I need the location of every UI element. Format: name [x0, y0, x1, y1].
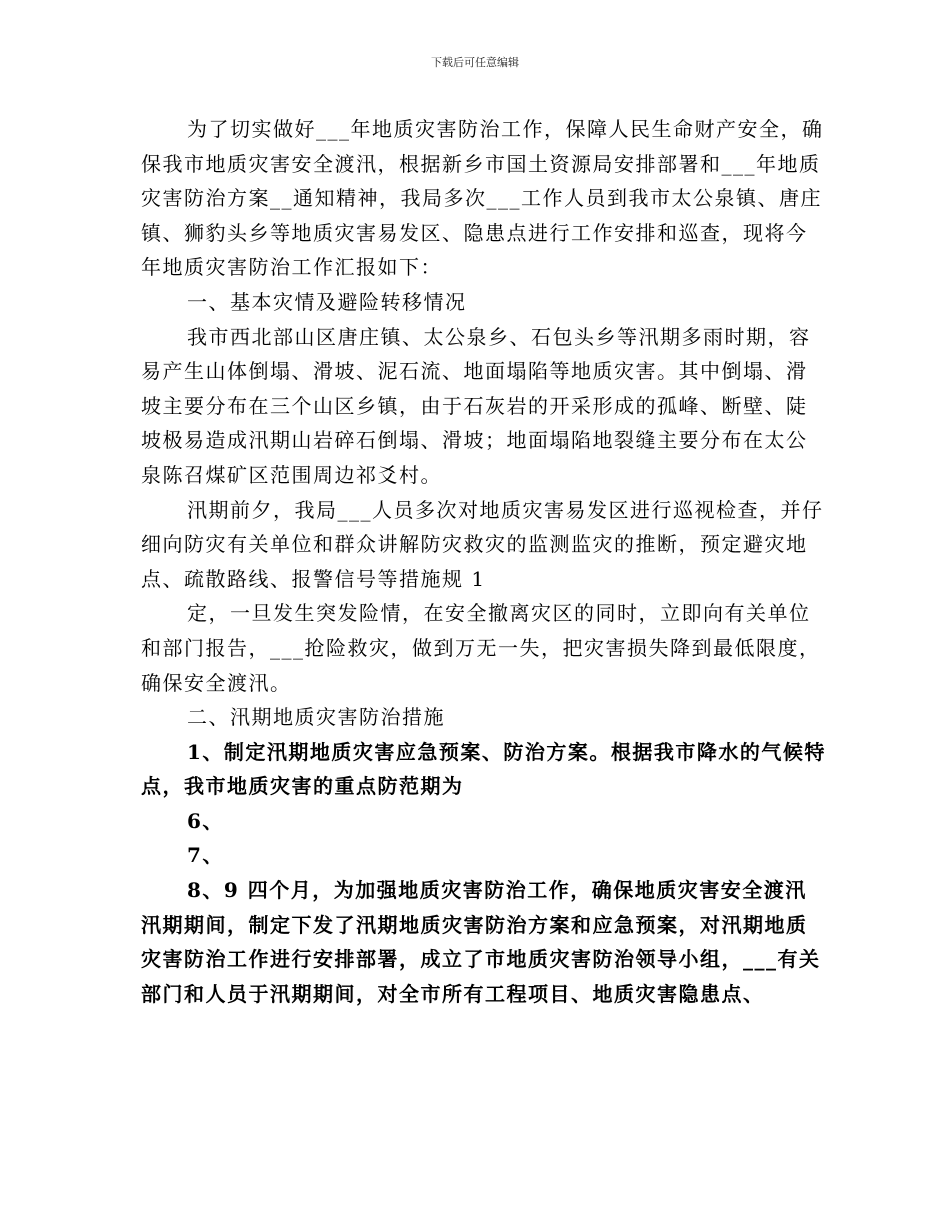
paragraph-pre-flood-inspection: 汛期前夕，我局___人员多次对地质灾害易发区进行巡视检查，并仔细向防灾有关单位和群众讲解防灾救灾的监测监灾的推断，预定避灾地点、疏散路线、报警信号等措施规 1	[141, 497, 824, 591]
paragraph-disaster-situation: 我市西北部山区唐庄镇、太公泉乡、石包头乡等汛期多雨时期，容易产生山体倒塌、滑坡、泥石流、地面塌陷等地质灾害。其中倒塌、滑坡主要分布在三个山区乡镇，由于石灰岩的开采形成的孤峰、断壁、陡坡极易造成汛期山岩碎石倒塌、滑坡；地面塌陷地裂缝主要分布在太公泉陈召煤矿区范围周边祁爻村。	[141, 324, 811, 487]
paragraph-month-8-9: 8、9 四个月，为加强地质灾害防治工作，确保地质灾害安全渡汛汛期期间，制定下发了汛期地质灾害防治方案和应急预案，对汛期地质灾害防治工作进行安排部署，成立了市地质灾害防治领导小组，___有关部门和人员于汛期期间，对全市所有工程项目、地质灾害隐患点、	[141, 878, 821, 1006]
paragraph-measure-1: 1、制定汛期地质灾害应急预案、防治方案。根据我市降水的气候特点，我市地质灾害的重点防范期为	[141, 739, 826, 799]
page-header-note: 下载后可任意编辑	[431, 56, 519, 69]
paragraph-emergency-report: 定，一旦发生突发险情，在安全撤离灾区的同时，立即向有关单位和部门报告，___抢险救灾，做到万无一失，把灾害损失降到最低限度，确保安全渡汛。	[141, 601, 821, 695]
section-heading-2: 二、汛期地质灾害防治措施	[187, 705, 445, 730]
paragraph-month-7: 7、	[187, 843, 224, 868]
document-body	[141, 112, 826, 1011]
section-heading-1: 一、基本灾情及避险转移情况	[187, 289, 467, 314]
paragraph-month-6: 6、	[187, 808, 224, 833]
paragraph-intro: 为了切实做好___年地质灾害防治工作，保障人民生命财产安全，确保我市地质灾害安全渡汛，根据新乡市国土资源局安排部署和___年地质灾害防治方案__通知精神，我局多次___工作人员到我市太公泉镇、唐庄镇、狮豹头乡等地质灾害易发区、隐患点进行工作安排和巡查，现将今年地质灾害防治工作汇报如下：	[141, 117, 824, 280]
